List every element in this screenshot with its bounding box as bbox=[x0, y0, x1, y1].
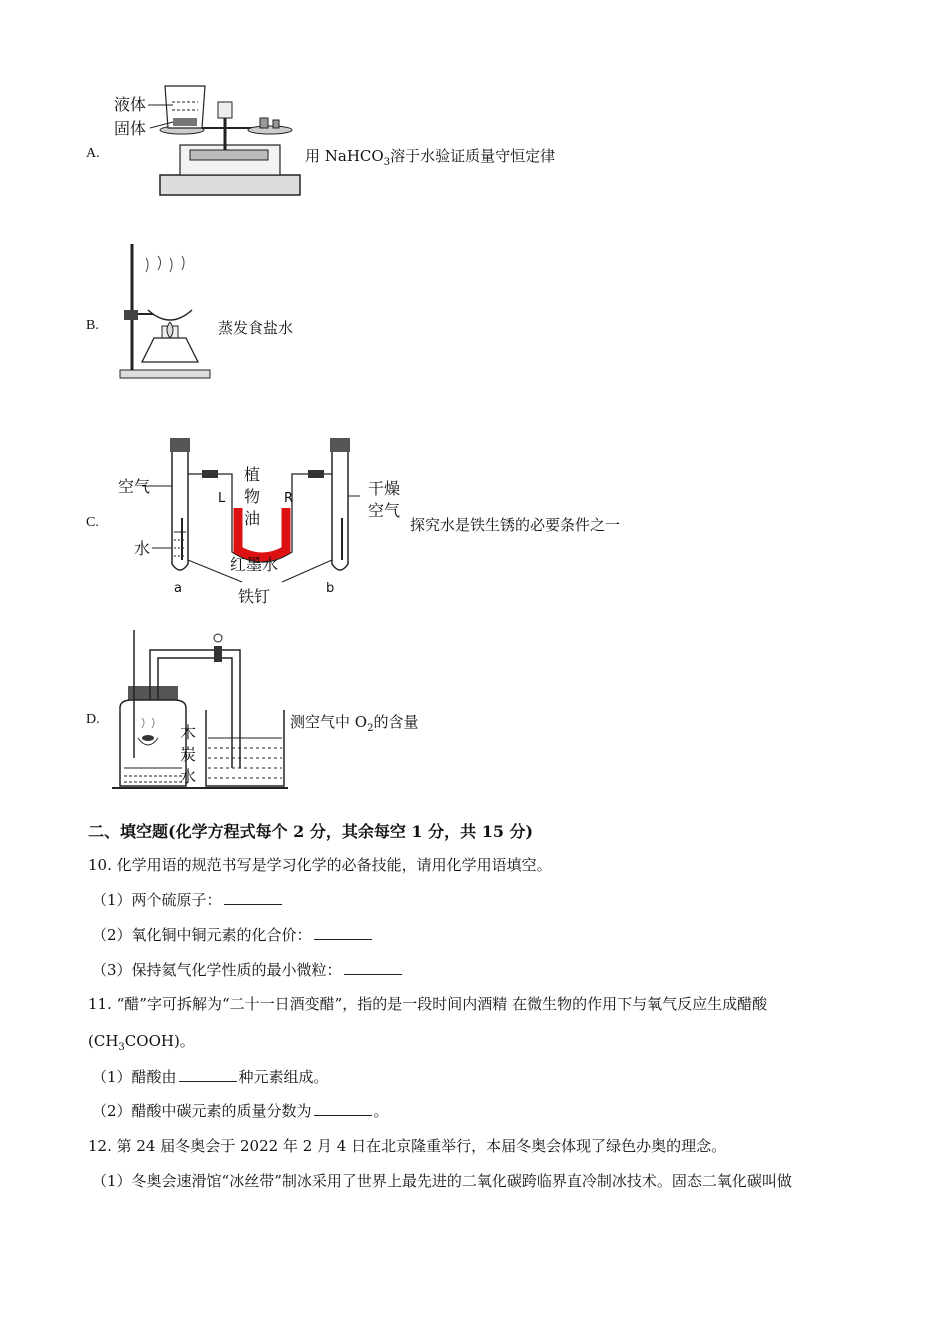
q11-formula-post: COOH)。 bbox=[124, 1032, 195, 1050]
q11-item-2 bbox=[92, 1101, 389, 1121]
iron-rust-figure bbox=[112, 432, 412, 612]
q11-blank-1[interactable] bbox=[179, 1067, 237, 1082]
option-b-caption: 蒸发食盐水 bbox=[218, 319, 294, 337]
q11-blank-2[interactable] bbox=[314, 1101, 372, 1116]
l-label: L bbox=[218, 491, 226, 506]
oil-label-3: 油 bbox=[244, 509, 261, 528]
q11-item-1 bbox=[92, 1067, 329, 1087]
balance-figure bbox=[110, 80, 305, 200]
q11-item-1-pre: （1）醋酸由 bbox=[92, 1068, 177, 1086]
q11-formula-sub: 3 bbox=[118, 1042, 125, 1053]
nail-label: 铁钉 bbox=[238, 587, 271, 606]
dry-air-label-2: 空气 bbox=[368, 501, 401, 520]
q10-item-3-text: （3）保持氦气化学性质的最小微粒： bbox=[92, 961, 342, 979]
evaporation-figure bbox=[110, 238, 220, 383]
option-d-caption-post: 的含量 bbox=[373, 713, 419, 731]
air-label: 空气 bbox=[118, 477, 151, 496]
q10-item-2 bbox=[92, 925, 374, 945]
q12-stem: 12. 第 24 届冬奥会于 2022 年 2 月 4 日在北京隆重举行，本届冬奥会体现了绿色办奥的理念。 bbox=[88, 1137, 727, 1155]
solid-label: 固体 bbox=[114, 119, 147, 138]
ink-label: 红墨水 bbox=[230, 555, 279, 574]
dry-air-label-1: 干燥 bbox=[368, 479, 401, 498]
option-d-letter: D. bbox=[86, 712, 100, 727]
liquid-label: 液体 bbox=[114, 95, 147, 114]
water-label-d: 水 bbox=[180, 767, 197, 786]
q11-item-2-pre: （2）醋酸中碳元素的质量分数为 bbox=[92, 1102, 312, 1120]
option-d-caption bbox=[290, 711, 418, 734]
q11-item-1-post: 种元素组成。 bbox=[238, 1068, 329, 1086]
q10-blank-1[interactable] bbox=[224, 890, 282, 905]
q10-item-2-text: （2）氧化铜中铜元素的化合价： bbox=[92, 926, 312, 944]
q11-formula bbox=[88, 1031, 195, 1058]
oxygen-content-figure bbox=[110, 628, 290, 793]
q10-item-3 bbox=[92, 960, 404, 980]
q11-stem: 11. “醋”字可拆解为“二十一日酒变醋”，指的是一段时间内酒精 在微生物的作用下与氧气反应生成醋酸 bbox=[88, 995, 768, 1013]
q10-item-1 bbox=[92, 890, 284, 910]
option-c-letter: C. bbox=[86, 515, 99, 530]
q10-blank-3[interactable] bbox=[344, 960, 402, 975]
q10-item-1-text: （1）两个硫原子： bbox=[92, 891, 222, 909]
option-a-caption bbox=[305, 145, 555, 168]
r-label: R bbox=[284, 491, 294, 506]
q10-stem: 10. 化学用语的规范书写是学习化学的必备技能，请用化学用语填空。 bbox=[88, 856, 552, 874]
q12-item-1: （1）冬奥会速滑馆“冰丝带”制冰采用了世界上最先进的二氧化碳跨临界直冷制冰技术。固态二氧化碳叫做 bbox=[92, 1172, 792, 1190]
b-label: b bbox=[326, 581, 335, 596]
option-a-caption-post: 溶于水验证质量守恒定律 bbox=[390, 147, 556, 165]
option-a-caption-sub: 3 bbox=[383, 157, 391, 168]
a-label: a bbox=[174, 581, 182, 596]
option-a-caption-pre: 用 NaHCO bbox=[305, 147, 384, 165]
option-a-letter: A. bbox=[86, 146, 100, 161]
q11-item-2-post: 。 bbox=[373, 1102, 389, 1120]
option-d-caption-sub: 2 bbox=[367, 723, 374, 734]
charcoal-label-2: 炭 bbox=[180, 745, 197, 764]
charcoal-label-1: 木 bbox=[180, 723, 197, 742]
oil-label-1: 植 bbox=[244, 465, 261, 484]
option-d-caption-pre: 测空气中 O bbox=[290, 713, 368, 731]
q10-blank-2[interactable] bbox=[314, 925, 372, 940]
q11-formula-pre: (CH bbox=[88, 1032, 119, 1050]
water-label: 水 bbox=[134, 539, 151, 558]
option-b-letter: B. bbox=[86, 318, 99, 333]
section-title: 二、填空题(化学方程式每个 2 分，其余每空 1 分，共 15 分) bbox=[88, 822, 534, 841]
option-c-caption: 探究水是铁生锈的必要条件之一 bbox=[410, 516, 621, 534]
oil-label-2: 物 bbox=[244, 487, 261, 506]
